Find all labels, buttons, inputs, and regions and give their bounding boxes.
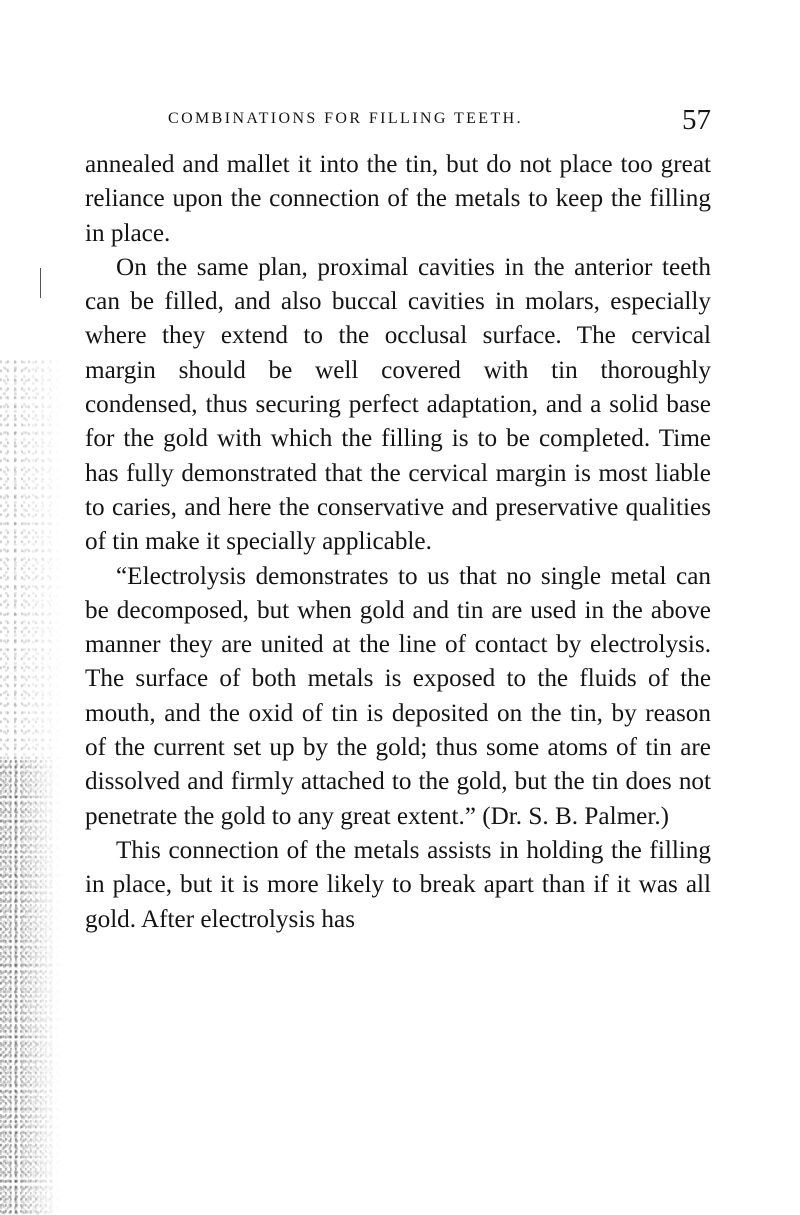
scan-edge-noise-lower [0, 760, 56, 1215]
page-number: 57 [682, 104, 711, 136]
paragraph-connection-of-metals: This connection of the metals assists in holding the filling in place, but it is more likely to break apart than if it was all gold. After electrolysis has [85, 836, 711, 933]
scan-stray-mark [40, 268, 41, 298]
paragraph-electrolysis-quote: “Electrolysis demonstrates to us that no single metal can be decomposed, but when gold and tin are used in the above manner they are united at the line of contact by electrolysis. The surface of both metals is exposed to the fluids of the mouth, and the oxid of tin is deposited on the tin, by reason of the current set up by the gold; thus some atoms of tin are dissolved and firmly attached to the gold, but the tin does not penetrate the gold to any great extent.” (Dr. S. B. Palmer.) [85, 562, 711, 830]
running-head [168, 104, 713, 138]
running-title: COMBINATIONS FOR FILLING TEETH. [168, 110, 523, 127]
paragraph-continuation: annealed and mallet it into the tin, but do not place too great reliance upon the connection of the metals to keep the filling in place. [85, 151, 711, 247]
paragraph-proximal-cavities: On the same plan, proximal cavities in the anterior teeth can be filled, and also buccal cavities in molars, especially where they extend to the occlusal surface. The cervical margin should be well covered with tin thoroughly condensed, thus securing perfect adaptation, and a solid base for the gold with which the filling is to be completed. Time has fully demonstrated that the cervical margin is most liable to caries, and here the conservative and preservative qualities of tin make it specially applicable. [85, 253, 711, 556]
body-text [85, 148, 711, 937]
